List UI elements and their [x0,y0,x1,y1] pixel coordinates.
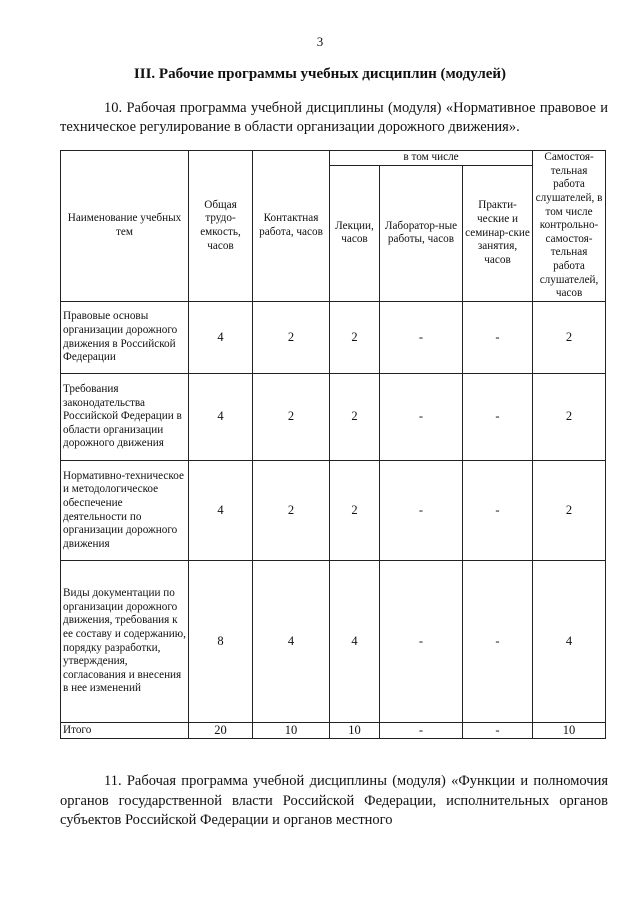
table-row [61,461,606,561]
cell-practical: - [463,374,533,461]
table-row [61,374,606,461]
paragraph-10: 10. Рабочая программа учебной дисциплины (модуля) «Нормативное правовое и техническое регулирование в области организации дорожного движения». [60,100,608,135]
table-row [61,302,606,374]
cell-total: 4 [189,374,253,461]
cell-topic: Правовые основы организации дорожного движения в Российской Федерации [61,302,189,374]
cell-lectures: 2 [330,302,380,374]
cell-self: 2 [533,461,606,561]
cell-lectures: 4 [330,561,380,723]
page-number: 3 [316,34,324,49]
header-labs: Лаборатор-ные работы, часов [380,165,463,301]
cell-lectures: 2 [330,461,380,561]
cell-self: 2 [533,374,606,461]
table-row [61,561,606,723]
section-title: III. Рабочие программы учебных дисциплин (модулей) [133,66,507,82]
cell-practical: - [463,461,533,561]
cell-practical: - [463,561,533,723]
header-practical: Практи-ческие и семинар-ские занятия, часов [463,165,533,301]
cell-total: 20 [189,723,253,739]
cell-topic: Требования законодательства Российской Федерации в области организации дорожного движения [61,374,189,461]
cell-labs: - [380,374,463,461]
header-contact: Контактная работа, часов [253,151,330,302]
cell-labs: - [380,461,463,561]
header-lectures: Лекции, часов [330,165,380,301]
cell-total: 8 [189,561,253,723]
cell-topic: Итого [61,723,189,739]
cell-contact: 10 [253,723,330,739]
cell-contact: 4 [253,561,330,723]
header-total: Общая трудо-емкость, часов [189,151,253,302]
cell-topic: Нормативно-техническое и методологическое обеспечение деятельности по организации дорожного движения [61,461,189,561]
cell-labs: - [380,723,463,739]
cell-contact: 2 [253,374,330,461]
cell-contact: 2 [253,302,330,374]
cell-total: 4 [189,461,253,561]
cell-topic: Виды документации по организации дорожного движения, требования к ее составу и содержанию, порядку разработки, утверждения, согласования и внесения в нее изменений [61,561,189,723]
cell-self: 2 [533,302,606,374]
cell-self: 10 [533,723,606,739]
header-including: в том числе [330,151,533,166]
cell-self: 4 [533,561,606,723]
header-self: Самостоя-тельная работа слушателей, в том числе контрольно-самостоя-тельная работа слушателей, часов [533,151,606,302]
header-topic: Наименование учебных тем [61,151,189,302]
cell-contact: 2 [253,461,330,561]
cell-lectures: 10 [330,723,380,739]
cell-labs: - [380,302,463,374]
cell-practical: - [463,723,533,739]
cell-labs: - [380,561,463,723]
cell-lectures: 2 [330,374,380,461]
cell-practical: - [463,302,533,374]
cell-total: 4 [189,302,253,374]
disciplines-table [60,150,606,739]
table-total-row [61,723,606,739]
paragraph-11: 11. Рабочая программа учебной дисциплины (модуля) «Функции и полномочия органов государственной власти Российской Федерации, исполнительных органов субъектов Российской Федерации и органов местного [60,773,608,828]
